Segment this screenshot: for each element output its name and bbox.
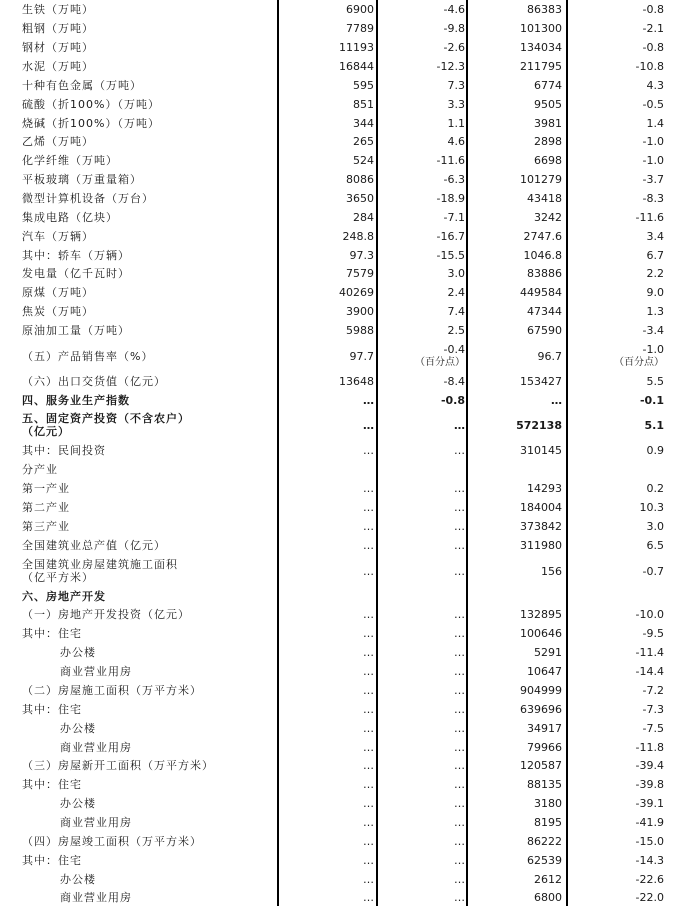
value-cell-c3: 8195: [534, 816, 562, 829]
value-cell-c3: 86383: [527, 3, 562, 16]
value-cell-c3: 5291: [534, 646, 562, 659]
row-label-line: 五、固定资产投资（不含农户）: [22, 412, 190, 425]
value-cell-c2: -16.7: [436, 230, 465, 243]
value-cell-c4: -1.0: [642, 154, 664, 167]
value-cell-c3: 67590: [527, 324, 562, 337]
table-row: [0, 0, 685, 19]
value-cell-c3: 47344: [527, 305, 562, 318]
row-label: 分产业: [22, 463, 58, 476]
row-label: 其中：住宅: [22, 854, 82, 867]
value-cell-c4: -22.0: [635, 891, 664, 904]
value-cell-c1: …: [363, 646, 374, 659]
value-cell-c3: 10647: [527, 665, 562, 678]
value-cell-c2: …: [454, 741, 465, 754]
row-label: 集成电路（亿块）: [22, 211, 118, 224]
table-row: [0, 283, 685, 302]
value-cell-c4: -3.7: [642, 173, 664, 186]
value-cell-c3: 100646: [520, 627, 562, 640]
value-cell-c4: -7.2: [642, 684, 664, 697]
row-label: 商业营业用房: [60, 816, 132, 829]
value-cell-c2: …: [454, 816, 465, 829]
value-cell-c4: -1.0: [642, 135, 664, 148]
value-cell-c1: 7789: [346, 22, 374, 35]
value-cell-c1: …: [363, 501, 374, 514]
value-cell-c1: 265: [353, 135, 374, 148]
value-cell-c4: -11.8: [635, 741, 664, 754]
value-cell-c1: 97.7: [349, 349, 374, 363]
value-cell-c4: -0.1: [639, 394, 664, 407]
value-cell-c2: …: [454, 665, 465, 678]
value-cell-c2: 1.1: [447, 117, 465, 130]
table-row: [0, 738, 685, 757]
value-cell-c2: 3.3: [447, 98, 465, 111]
row-label: 第二产业: [22, 501, 70, 514]
table-row: [0, 536, 685, 555]
value-cell-c4: -2.1: [642, 22, 664, 35]
value-cell-c4: -7.5: [642, 722, 664, 735]
value-cell-c3: 62539: [527, 854, 562, 867]
table-row: [0, 19, 685, 38]
row-label: 十种有色金属（万吨）: [22, 79, 142, 92]
value-cell-c1: …: [363, 759, 374, 772]
value-cell-c3: [470, 460, 562, 479]
value-cell-c3: 311980: [520, 539, 562, 552]
value-cell-c1: 3900: [346, 305, 374, 318]
value-cell-c1: 5988: [346, 324, 374, 337]
value-cell-c2: -18.9: [436, 192, 465, 205]
value-cell-c2: …: [454, 539, 465, 552]
value-cell-c3: 6800: [534, 891, 562, 904]
value-cell-c3: 6698: [534, 154, 562, 167]
value-cell-c2: [380, 341, 465, 371]
value-cell-c3: 904999: [520, 684, 562, 697]
table-row: [0, 76, 685, 95]
value-cell-c4: 2.2: [646, 267, 664, 280]
value-cell-c1: …: [363, 394, 374, 407]
row-label: 乙烯（万吨）: [22, 135, 94, 148]
table-row: [0, 587, 685, 606]
value-cell-c1: 344: [353, 117, 374, 130]
table-row: [0, 341, 685, 371]
value-cell-c2: …: [454, 684, 465, 697]
row-label: 四、服务业生产指数: [22, 394, 130, 407]
table-row: [0, 700, 685, 719]
value-cell-c3: 120587: [520, 759, 562, 772]
value-cell-c1: 8086: [346, 173, 374, 186]
value-note: （百分点）: [614, 357, 664, 368]
value-cell-c3: 3180: [534, 797, 562, 810]
value-cell-c4: 4.3: [646, 79, 664, 92]
value-cell-c1: 16844: [339, 60, 374, 73]
table-row: [0, 227, 685, 246]
row-label: [22, 409, 277, 441]
value-cell-c3: 2747.6: [523, 230, 562, 243]
table-row: [0, 321, 685, 340]
table-row: [0, 681, 685, 700]
table-row: [0, 813, 685, 832]
row-label: 第三产业: [22, 520, 70, 533]
value-cell-c2: …: [454, 564, 465, 578]
value-cell-c4: 6.5: [646, 539, 664, 552]
value-cell-c4: -0.7: [642, 564, 664, 578]
value-cell-c4: -39.8: [635, 778, 664, 791]
value-cell-c2: …: [454, 891, 465, 904]
row-label: 烧碱（折100%）（万吨）: [22, 117, 160, 130]
row-label: 办公楼: [60, 873, 96, 886]
table-row: [0, 888, 685, 907]
value-cell-c4: 0.2: [646, 482, 664, 495]
value-cell-c2: …: [454, 418, 465, 432]
table-row: [0, 208, 685, 227]
value-cell-c1: 13648: [339, 375, 374, 388]
table-row: [0, 114, 685, 133]
value: -0.4: [443, 343, 465, 356]
value-cell-c3: 373842: [520, 520, 562, 533]
value-cell-c1: …: [363, 778, 374, 791]
value-cell-c4: 5.1: [644, 418, 664, 432]
value-cell-c4: -41.9: [635, 816, 664, 829]
value-cell-c1: …: [363, 835, 374, 848]
row-label: （二）房屋施工面积（万平方米）: [22, 684, 202, 697]
table-row: [0, 302, 685, 321]
value-cell-c4: [570, 460, 664, 479]
value-cell-c3: 2898: [534, 135, 562, 148]
table-row: [0, 624, 685, 643]
value-cell-c1: 248.8: [342, 230, 374, 243]
value-cell-c1: …: [363, 482, 374, 495]
table-row: [0, 851, 685, 870]
value-cell-c1: …: [363, 854, 374, 867]
value-cell-c3: 3242: [534, 211, 562, 224]
value-cell-c3: 43418: [527, 192, 562, 205]
table-row: [0, 870, 685, 889]
table-row: [0, 38, 685, 57]
value-cell-c2: 2.5: [447, 324, 465, 337]
row-label: 其中：住宅: [22, 627, 82, 640]
value-cell-c4: -8.3: [642, 192, 664, 205]
value-cell-c3: 572138: [516, 418, 562, 432]
value-cell-c4: -0.5: [642, 98, 664, 111]
value-cell-c3: 96.7: [537, 349, 562, 363]
value-cell-c4: 3.4: [646, 230, 664, 243]
value-cell-c2: 2.4: [447, 286, 465, 299]
value-cell-c1: 6900: [346, 3, 374, 16]
value-cell-c4: 1.4: [646, 117, 664, 130]
value-cell-c4: -15.0: [635, 835, 664, 848]
value-cell-c1: …: [363, 564, 374, 578]
table-row: [0, 460, 685, 479]
value-cell-c1: …: [363, 665, 374, 678]
value-cell-c4: [570, 587, 664, 606]
value-cell-c1: …: [363, 418, 374, 432]
row-label: 粗钢（万吨）: [22, 22, 94, 35]
value-cell-c1: 524: [353, 154, 374, 167]
value-cell-c1: 7579: [346, 267, 374, 280]
value-cell-c1: …: [363, 797, 374, 810]
value-cell-c3: …: [551, 394, 562, 407]
table-row: [0, 57, 685, 76]
value-cell-c4: 0.9: [646, 444, 664, 457]
value-cell-c4: -3.4: [642, 324, 664, 337]
table-row: [0, 132, 685, 151]
value-cell-c4: -11.6: [635, 211, 664, 224]
value-cell-c1: …: [363, 873, 374, 886]
row-label: 生铁（万吨）: [22, 3, 94, 16]
value-cell-c3: 79966: [527, 741, 562, 754]
value-cell-c2: …: [454, 501, 465, 514]
value-cell-c2: -12.3: [436, 60, 465, 73]
value-cell-c2: 7.3: [447, 79, 465, 92]
table-row: [0, 170, 685, 189]
value-cell-c1: 40269: [339, 286, 374, 299]
value-cell-c4: -0.8: [642, 3, 664, 16]
value-cell-c3: 6774: [534, 79, 562, 92]
row-label: 钢材（万吨）: [22, 41, 94, 54]
table-row: [0, 832, 685, 851]
row-label: 商业营业用房: [60, 741, 132, 754]
value-cell-c2: -8.4: [443, 375, 465, 388]
row-label: [22, 555, 277, 587]
value-note: （百分点）: [415, 357, 465, 368]
row-label-line: （亿平方米）: [22, 571, 94, 584]
value-cell-c4: 1.3: [646, 305, 664, 318]
row-label: 商业营业用房: [60, 891, 132, 904]
row-label: 其中：住宅: [22, 703, 82, 716]
value-cell-c1: 851: [353, 98, 374, 111]
row-label: 焦炭（万吨）: [22, 305, 94, 318]
value-cell-c4: [570, 341, 664, 371]
row-label: 六、房地产开发: [22, 590, 106, 603]
value-cell-c3: 153427: [520, 375, 562, 388]
row-label: 化学纤维（万吨）: [22, 154, 118, 167]
table-row: [0, 391, 685, 410]
value-cell-c3: 156: [541, 564, 562, 578]
value-cell-c4: -0.8: [642, 41, 664, 54]
table-row: [0, 151, 685, 170]
table-row: [0, 95, 685, 114]
table-row: [0, 794, 685, 813]
row-label: 原油加工量（万吨）: [22, 324, 130, 337]
row-label: 其中：轿车（万辆）: [22, 249, 130, 262]
value-cell-c1: [280, 460, 374, 479]
row-label: 其中：民间投资: [22, 444, 106, 457]
value-cell-c2: 3.0: [447, 267, 465, 280]
value-cell-c2: 7.4: [447, 305, 465, 318]
value-cell-c4: -39.1: [635, 797, 664, 810]
value-cell-c3: 101300: [520, 22, 562, 35]
value-cell-c2: …: [454, 520, 465, 533]
value-cell-c4: -22.6: [635, 873, 664, 886]
value-cell-c4: -10.0: [635, 608, 664, 621]
value-cell-c3: 86222: [527, 835, 562, 848]
row-label: 发电量（亿千瓦时）: [22, 267, 130, 280]
value-cell-c2: 4.6: [447, 135, 465, 148]
value-cell-c1: …: [363, 722, 374, 735]
value-cell-c3: 639696: [520, 703, 562, 716]
value-cell-c3: 14293: [527, 482, 562, 495]
value-cell-c1: 3650: [346, 192, 374, 205]
value-cell-c1: …: [363, 444, 374, 457]
value-cell-c1: …: [363, 539, 374, 552]
value-cell-c2: -6.3: [443, 173, 465, 186]
row-label: 办公楼: [60, 797, 96, 810]
value-cell-c3: 184004: [520, 501, 562, 514]
value-cell-c4: -9.5: [642, 627, 664, 640]
value-cell-c2: …: [454, 722, 465, 735]
value-cell-c4: -7.3: [642, 703, 664, 716]
row-label: （四）房屋竣工面积（万平方米）: [22, 835, 202, 848]
value-cell-c2: -15.5: [436, 249, 465, 262]
table-row: [0, 719, 685, 738]
value-cell-c3: 211795: [520, 60, 562, 73]
value-cell-c3: 449584: [520, 286, 562, 299]
table-row: [0, 189, 685, 208]
value-cell-c3: 3981: [534, 117, 562, 130]
value-cell-c2: …: [454, 444, 465, 457]
value-cell-c1: …: [363, 520, 374, 533]
value-cell-c4: 10.3: [639, 501, 664, 514]
value-cell-c4: -10.8: [635, 60, 664, 73]
value-cell-c1: …: [363, 627, 374, 640]
table-row: [0, 409, 685, 441]
value-cell-c3: 2612: [534, 873, 562, 886]
table-row: [0, 775, 685, 794]
value-cell-c2: -0.8: [440, 394, 465, 407]
value-cell-c2: …: [454, 646, 465, 659]
value-cell-c4: 3.0: [646, 520, 664, 533]
row-label: 第一产业: [22, 482, 70, 495]
table-row: [0, 498, 685, 517]
row-label-line: 全国建筑业房屋建筑施工面积: [22, 558, 178, 571]
table-row: [0, 479, 685, 498]
row-label: 原煤（万吨）: [22, 286, 94, 299]
value-cell-c2: …: [454, 482, 465, 495]
value-cell-c1: 284: [353, 211, 374, 224]
table-row: [0, 517, 685, 536]
value-cell-c3: 310145: [520, 444, 562, 457]
value-cell-c2: …: [454, 797, 465, 810]
value-cell-c2: -7.1: [443, 211, 465, 224]
value-cell-c2: …: [454, 873, 465, 886]
value-cell-c3: 88135: [527, 778, 562, 791]
row-label: 平板玻璃（万重量箱）: [22, 173, 142, 186]
row-label: （三）房屋新开工面积（万平方米）: [22, 759, 214, 772]
value-cell-c3: 83886: [527, 267, 562, 280]
value-cell-c1: …: [363, 608, 374, 621]
value-cell-c4: 5.5: [646, 375, 664, 388]
value-cell-c2: [380, 587, 465, 606]
value-cell-c3: 34917: [527, 722, 562, 735]
value-cell-c2: -9.8: [443, 22, 465, 35]
value-cell-c3: 134034: [520, 41, 562, 54]
value-cell-c2: …: [454, 854, 465, 867]
row-label: （一）房地产开发投资（亿元）: [22, 608, 190, 621]
value-cell-c3: 101279: [520, 173, 562, 186]
value-cell-c3: 132895: [520, 608, 562, 621]
row-label: （六）出口交货值（亿元）: [22, 375, 166, 388]
table-row: [0, 605, 685, 624]
value-cell-c1: …: [363, 684, 374, 697]
value-cell-c2: …: [454, 759, 465, 772]
row-label: 全国建筑业总产值（亿元）: [22, 539, 166, 552]
table-row: [0, 555, 685, 587]
table-row: [0, 246, 685, 265]
row-label: 硫酸（折100%）（万吨）: [22, 98, 160, 111]
table-row: [0, 441, 685, 460]
value-cell-c1: 11193: [339, 41, 374, 54]
value-cell-c4: -39.4: [635, 759, 664, 772]
table-row: [0, 643, 685, 662]
row-label-line: （亿元）: [22, 425, 70, 438]
row-label: （五）产品销售率（%）: [22, 349, 154, 363]
table-row: [0, 662, 685, 681]
value-cell-c2: …: [454, 778, 465, 791]
row-label: 微型计算机设备（万台）: [22, 192, 154, 205]
row-label: 汽车（万辆）: [22, 230, 94, 243]
value-cell-c2: …: [454, 835, 465, 848]
value-cell-c2: …: [454, 703, 465, 716]
row-label: 水泥（万吨）: [22, 60, 94, 73]
value-cell-c2: …: [454, 608, 465, 621]
value-cell-c1: [280, 587, 374, 606]
value-cell-c2: …: [454, 627, 465, 640]
value-cell-c4: -14.4: [635, 665, 664, 678]
value-cell-c1: …: [363, 891, 374, 904]
row-label: 其中：住宅: [22, 778, 82, 791]
value: -1.0: [642, 343, 664, 356]
value-cell-c1: 595: [353, 79, 374, 92]
value-cell-c4: -14.3: [635, 854, 664, 867]
value-cell-c1: …: [363, 703, 374, 716]
value-cell-c3: [470, 587, 562, 606]
value-cell-c4: -11.4: [635, 646, 664, 659]
row-label: 办公楼: [60, 722, 96, 735]
value-cell-c2: -11.6: [436, 154, 465, 167]
value-cell-c2: -2.6: [443, 41, 465, 54]
value-cell-c2: [380, 460, 465, 479]
value-cell-c1: 97.3: [349, 249, 374, 262]
value-cell-c3: 9505: [534, 98, 562, 111]
value-cell-c3: 1046.8: [523, 249, 562, 262]
value-cell-c4: 9.0: [646, 286, 664, 299]
value-cell-c4: 6.7: [646, 249, 664, 262]
value-cell-c2: -4.6: [443, 3, 465, 16]
value-cell-c1: …: [363, 741, 374, 754]
table-row: [0, 372, 685, 391]
table-row: [0, 264, 685, 283]
value-cell-c1: …: [363, 816, 374, 829]
row-label: 办公楼: [60, 646, 96, 659]
table-row: [0, 756, 685, 775]
row-label: 商业营业用房: [60, 665, 132, 678]
